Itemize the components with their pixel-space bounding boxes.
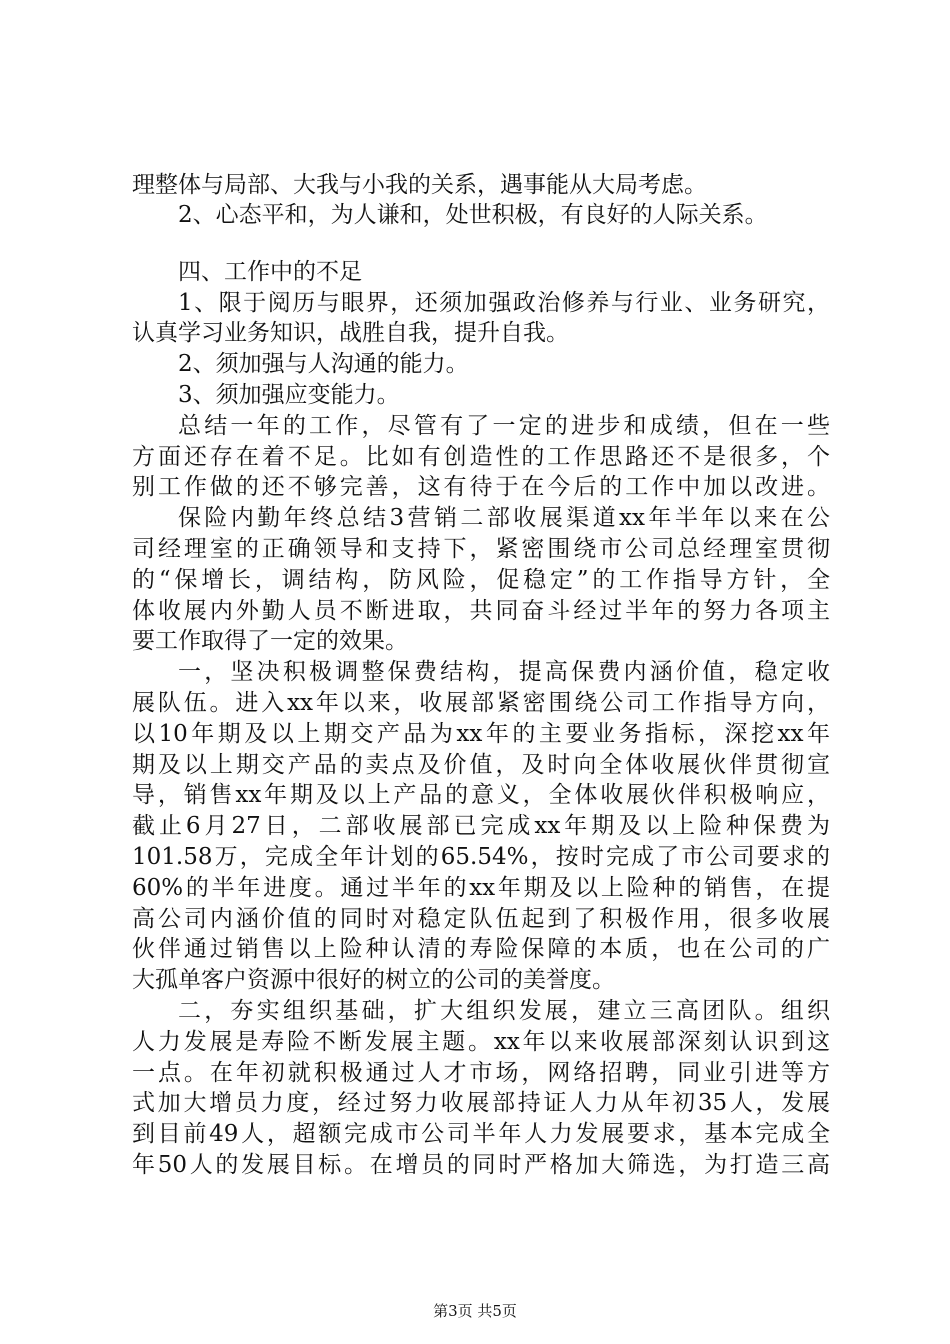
text-line: 式加大增员力度，经过努力收展部持证人力从年初35人，发展 (132, 1090, 830, 1117)
page-footer: 第3页 共5页 (433, 1302, 517, 1320)
text-line: 一点。在年初就积极通过人才市场，网络招聘，同业引进等方 (132, 1059, 830, 1086)
text-line: 2、须加强与人沟通的能力。 (178, 351, 469, 378)
text-line: 体收展内外勤人员不断进取，共同奋斗经过半年的努力各项主 (132, 597, 830, 624)
text-line: 展队伍。进入xx年以来，收展部紧密围绕公司工作指导方向， (132, 689, 830, 716)
text-line: 二，夯实组织基础，扩大组织发展，建立三高团队。组织 (178, 997, 830, 1024)
text-line: 高公司内涵价值的同时对稳定队伍起到了积极作用，很多收展 (132, 905, 830, 932)
text-line: 以10年期及以上期交产品为xx年的主要业务指标，深挖xx年 (132, 720, 830, 747)
text-line: 司经理室的正确领导和支持下，紧密围绕市公司总经理室贯彻 (132, 535, 830, 562)
text-line: 大孤单客户资源中很好的树立的公司的美誉度。 (132, 967, 615, 994)
text-line: 总结一年的工作，尽管有了一定的进步和成绩，但在一些 (178, 412, 830, 439)
document-body (132, 171, 830, 1181)
text-line: 3、须加强应变能力。 (178, 381, 400, 408)
text-line: 2、心态平和，为人谦和，处世积极，有良好的人际关系。 (178, 202, 768, 228)
text-line: 年50人的发展目标。在增员的同时严格加大筛选，为打造三高 (132, 1151, 830, 1178)
text-line: 四、工作中的不足 (178, 258, 362, 285)
text-line: 的“保增长，调结构，防风险，促稳定”的工作指导方针，全 (132, 566, 830, 593)
text-line: 1、限于阅历与眼界，还须加强政治修养与行业、业务研究， (178, 289, 830, 316)
text-line: 101.58万，完成全年计划的65.54%，按时完成了市公司要求的 (132, 843, 830, 870)
text-line: 一，坚决积极调整保费结构，提高保费内涵价值，稳定收 (178, 659, 830, 686)
text-line: 期及以上期交产品的卖点及价值，及时向全体收展伙伴贯彻宣 (132, 751, 830, 778)
text-line: 截止6月27日，二部收展部已完成xx年期及以上险种保费为 (132, 813, 830, 840)
blank-line (132, 231, 830, 257)
text-line: 保险内勤年终总结3营销二部收展渠道xx年半年以来在公 (178, 505, 830, 532)
text-line: 要工作取得了一定的效果。 (132, 628, 408, 655)
text-line: 导，销售xx年期及以上产品的意义，全体收展伙伴积极响应， (132, 782, 830, 809)
text-line: 认真学习业务知识，战胜自我，提升自我。 (132, 320, 569, 347)
text-line: 理整体与局部、大我与小我的关系，遇事能从大局考虑。 (132, 172, 707, 198)
text-line: 方面还存在着不足。比如有创造性的工作思路还不是很多，个 (132, 443, 830, 470)
text-line: 人力发展是寿险不断发展主题。xx年以来收展部深刻认识到这 (132, 1028, 830, 1055)
text-line: 60%的半年进度。通过半年的xx年期及以上险种的销售，在提 (132, 874, 830, 901)
text-line: 别工作做的还不够完善，这有待于在今后的工作中加以改进。 (132, 474, 830, 501)
text-line: 到目前49人，超额完成市公司半年人力发展要求，基本完成全 (132, 1121, 830, 1148)
text-line: 伙伴通过销售以上险种认清的寿险保障的本质，也在公司的广 (132, 936, 830, 963)
